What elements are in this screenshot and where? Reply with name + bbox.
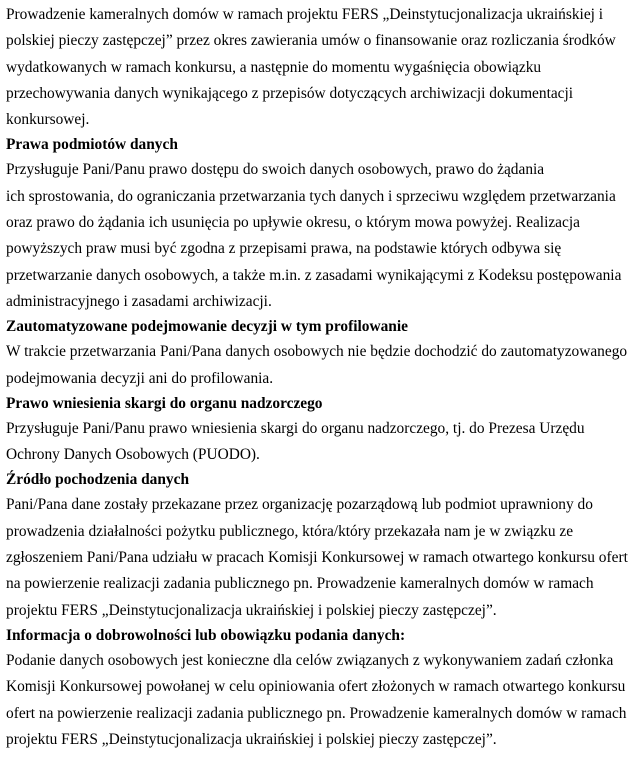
text-line: na powierzenie realizacji zadania publicznego pn. Prowadzenie kameralnych domów w ramach: [6, 575, 594, 593]
retention-paragraph: [6, 2, 634, 133]
complaint-right-paragraph: [6, 416, 634, 469]
section-heading-data-subject-rights: Prawa podmiotów danych: [6, 136, 178, 154]
text-line: oraz prawo do żądania ich usunięcia po upływie okresu, o którym mowa powyżej. Realizacja: [6, 214, 580, 232]
text-line: polskiej pieczy zastępczej” przez okres zawierania umów o finansowanie oraz rozliczania środków: [6, 32, 616, 50]
text-line: powyższych praw musi być zgodna z przepisami prawa, na podstawie których odbywa się: [6, 240, 562, 258]
text-line: Komisji Konkursowej powołanej w celu opiniowania ofert złożonych w ramach otwartego konkursu: [6, 678, 626, 696]
text-line: Prowadzenie kameralnych domów w ramach projektu FERS „Deinstytucjonalizacja ukraińskiej i: [6, 6, 604, 23]
text-line: przetwarzanie danych osobowych, a także m.in. z zasadami wynikającymi z Kodeksu postępowania: [6, 266, 622, 284]
text-line: konkursowej.: [6, 111, 90, 129]
text-line: przechowywania danych wynikającego z przepisów dotyczących archiwizacji dokumentacji: [6, 84, 574, 102]
data-subject-rights-paragraph: [6, 157, 634, 315]
text-line: podejmowania decyzji ani do profilowania.: [6, 369, 274, 387]
text-line: ich sprostowania, do ograniczania przetwarzania tych danych i sprzeciwu względem przetwarzania: [6, 187, 616, 205]
text-line: ofert na powierzenie realizacji zadania publicznego pn. Prowadzenie kameralnych domów w ramach: [6, 704, 627, 722]
text-line: wydatkowanych w ramach konkursu, a następnie do momentu wygaśnięcia obowiązku: [6, 58, 542, 76]
section-heading-complaint-right: Prawo wniesienia skargi do organu nadzorczego: [6, 394, 323, 412]
text-line: projektu FERS „Deinstytucjonalizacja ukraińskiej i polskiej pieczy zastępczej”.: [6, 730, 497, 748]
text-line: W trakcie przetwarzania Pani/Pana danych osobowych nie będzie dochodzić do zautomatyzowanego: [6, 343, 628, 361]
text-line: prowadzenia działalności pożytku publicznego, która/który przekazała nam je w związku ze: [6, 522, 574, 540]
automated-decisions-paragraph: [6, 339, 634, 392]
text-line: projektu FERS „Deinstytucjonalizacja ukraińskiej i polskiej pieczy zastępczej”.: [6, 601, 497, 619]
section-heading-data-source: Źródło pochodzenia danych: [6, 471, 190, 489]
section-heading-automated-decisions: Zautomatyzowane podejmowanie decyzji w tym profilowanie: [6, 318, 408, 336]
text-line: Ochrony Danych Osobowych (PUODO).: [6, 446, 260, 464]
text-line: Przysługuje Pani/Panu prawo wniesienia skargi do organu nadzorczego, tj. do Prezesa Urzędu: [6, 419, 585, 437]
data-source-paragraph: [6, 492, 634, 623]
text-line: Pani/Pana dane zostały przekazane przez organizację pozarządową lub podmiot uprawniony do: [6, 496, 593, 514]
text-line: Przysługuje Pani/Panu prawo dostępu do swoich danych osobowych, prawo do żądania: [6, 161, 545, 179]
obligation-info-paragraph: [6, 648, 634, 753]
section-heading-obligation-info: Informacja o dobrowolności lub obowiązku podania danych:: [6, 626, 406, 644]
text-line: administracyjnego i zasadami archiwizacji.: [6, 292, 272, 310]
text-line: Podanie danych osobowych jest konieczne dla celów związanych z wykonywaniem zadań członka: [6, 651, 614, 669]
text-line: zgłoszeniem Pani/Pana udziału w pracach Komisji Konkursowej w ramach otwartego konkursu ofert: [6, 549, 628, 567]
